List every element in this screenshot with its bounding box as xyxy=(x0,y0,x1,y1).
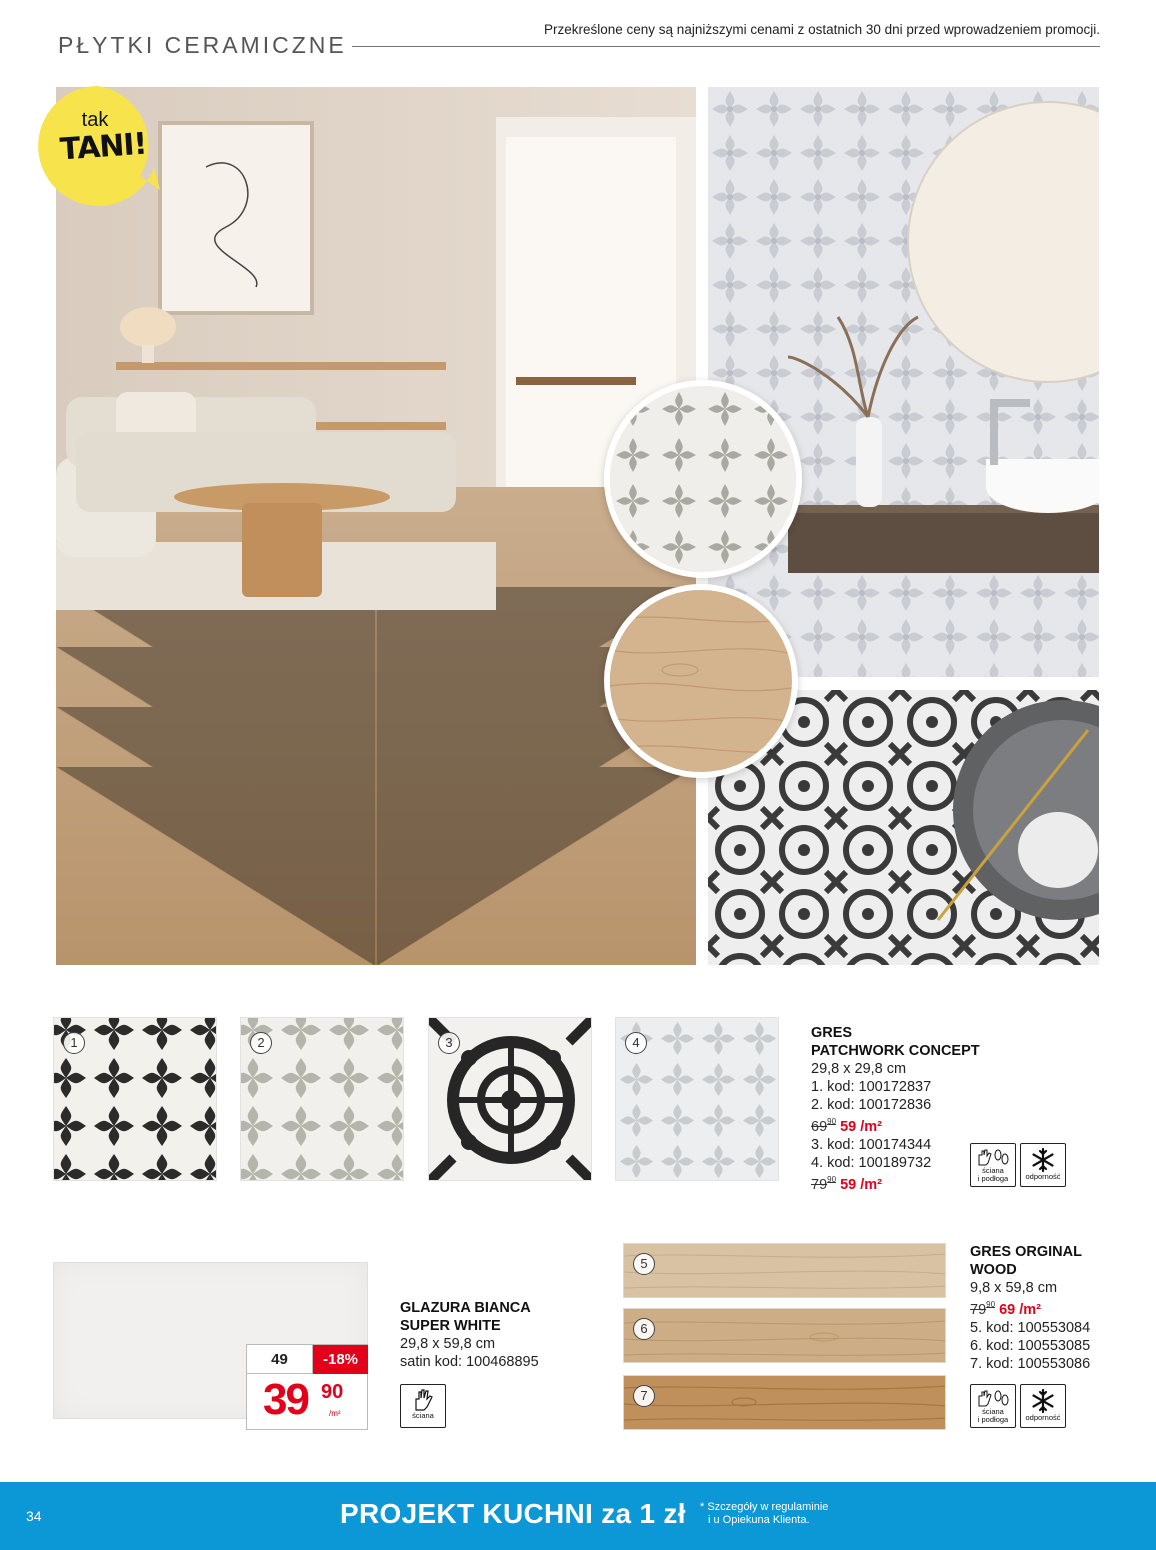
patchwork-old-price-a: $69^{90}$ xyxy=(811,1117,837,1135)
tile-sample-3 xyxy=(428,1017,592,1181)
tile-number-5: 5 xyxy=(633,1253,655,1275)
frost-resistance-icon-box: odporność xyxy=(1020,1143,1066,1187)
patchwork-code-2: 2. kod: 100172836 xyxy=(811,1097,932,1113)
tile-sample-1 xyxy=(53,1017,217,1181)
wood-price xyxy=(970,1297,1120,1319)
tile-number-2: 2 xyxy=(250,1032,272,1054)
bianca-description xyxy=(400,1299,600,1371)
tile-number-4: 4 xyxy=(625,1032,647,1054)
promo-footer-bar[interactable] xyxy=(0,1482,1156,1550)
hand-icon xyxy=(411,1388,435,1412)
wood-plank-7 xyxy=(623,1375,946,1430)
living-room-photo xyxy=(56,87,696,965)
page-number: 34 xyxy=(26,1508,42,1524)
patchwork-size: 29,8 x 29,8 cm xyxy=(811,1061,907,1077)
wood-plank-5 xyxy=(623,1243,946,1298)
wood-wall-floor-icon-box: ściana i podłoga xyxy=(970,1384,1016,1428)
footnote-line2: i u Opiekuna Klienta. xyxy=(708,1514,810,1526)
bianca-price-cents: 90 xyxy=(321,1381,344,1403)
snowflake-icon xyxy=(1030,1388,1056,1414)
wood-plank-6 xyxy=(623,1308,946,1363)
patchwork-new-price-b: 59 /m² xyxy=(840,1176,882,1193)
wood-swatch-circle xyxy=(604,584,798,778)
bianca-price-unit: /m² xyxy=(329,1409,341,1418)
wood-name-line2: WOOD xyxy=(970,1262,1017,1278)
tile-number-7: 7 xyxy=(633,1385,655,1407)
bianca-old-price: 49 xyxy=(247,1345,313,1374)
patchwork-code-1: 1. kod: 100172837 xyxy=(811,1079,932,1095)
wood-code-6: 6. kod: 100553085 xyxy=(970,1337,1091,1354)
tile-sample-4 xyxy=(615,1017,779,1181)
bianca-name-line2: SUPER WHITE xyxy=(400,1318,501,1334)
bianca-code: satin kod: 100468895 xyxy=(400,1354,539,1370)
wood-frost-resistance-icon-box: odporność xyxy=(1020,1384,1066,1428)
header-divider xyxy=(352,46,1100,47)
wood-old-price: $79^{90}$ xyxy=(970,1300,996,1318)
bianca-name-line1: GLAZURA BIANCA xyxy=(400,1300,531,1316)
price-disclaimer: Przekreślone ceny są najniższymi cenami z ostatnich 30 dni przed wprowadzeniem promocji. xyxy=(544,22,1100,37)
bianca-discount-badge: -18% xyxy=(313,1345,368,1374)
footer-footnote xyxy=(700,1501,860,1527)
snowflake-icon xyxy=(1030,1147,1056,1173)
patchwork-swatch-circle xyxy=(604,380,802,578)
patchwork-new-price-a: 59 /m² xyxy=(840,1118,882,1135)
patchwork-name-line1: GRES xyxy=(811,1025,853,1041)
patchwork-old-price-b: $79^{90}$ xyxy=(811,1174,837,1193)
bianca-size: 29,8 x 59,8 cm xyxy=(400,1336,496,1352)
patchwork-code-4: 4. kod: 100189732 xyxy=(811,1154,932,1171)
badge-line2: TANI! xyxy=(58,126,148,168)
tile-number-1: 1 xyxy=(63,1032,85,1054)
hand-and-footprints-icon xyxy=(976,1388,1010,1408)
tile-number-3: 3 xyxy=(438,1032,460,1054)
section-title: PŁYTKI CERAMICZNE xyxy=(58,32,347,58)
wall-floor-icon-box: ściana i podłoga xyxy=(970,1143,1016,1187)
patchwork-price-a xyxy=(811,1114,1011,1136)
hand-and-footprints-icon xyxy=(976,1147,1010,1167)
wood-new-price: 69 /m² xyxy=(999,1301,1041,1318)
wood-name-line1: GRES ORGINAL xyxy=(970,1244,1082,1260)
wood-size: 9,8 x 59,8 cm xyxy=(970,1280,1058,1296)
tile-sample-2 xyxy=(240,1017,404,1181)
bianca-price-main: 39 xyxy=(263,1375,308,1424)
footnote-line1: * Szczegóły w regulaminie xyxy=(700,1501,829,1513)
wood-code-5: 5. kod: 100553084 xyxy=(970,1319,1091,1336)
bianca-price-box xyxy=(246,1344,368,1430)
patchwork-code-3: 3. kod: 100174344 xyxy=(811,1136,932,1153)
bathroom-photo xyxy=(708,87,1099,677)
wood-code-7: 7. kod: 100553086 xyxy=(970,1355,1091,1372)
kitchen-project-headline[interactable]: PROJEKT KUCHNI za 1 zł xyxy=(340,1498,686,1529)
badge-line1: tak xyxy=(81,109,109,131)
wall-icon-box: ściana xyxy=(400,1384,446,1428)
patchwork-name-line2: PATCHWORK CONCEPT xyxy=(811,1043,980,1059)
tile-number-6: 6 xyxy=(633,1318,655,1340)
wood-description xyxy=(970,1243,1120,1373)
